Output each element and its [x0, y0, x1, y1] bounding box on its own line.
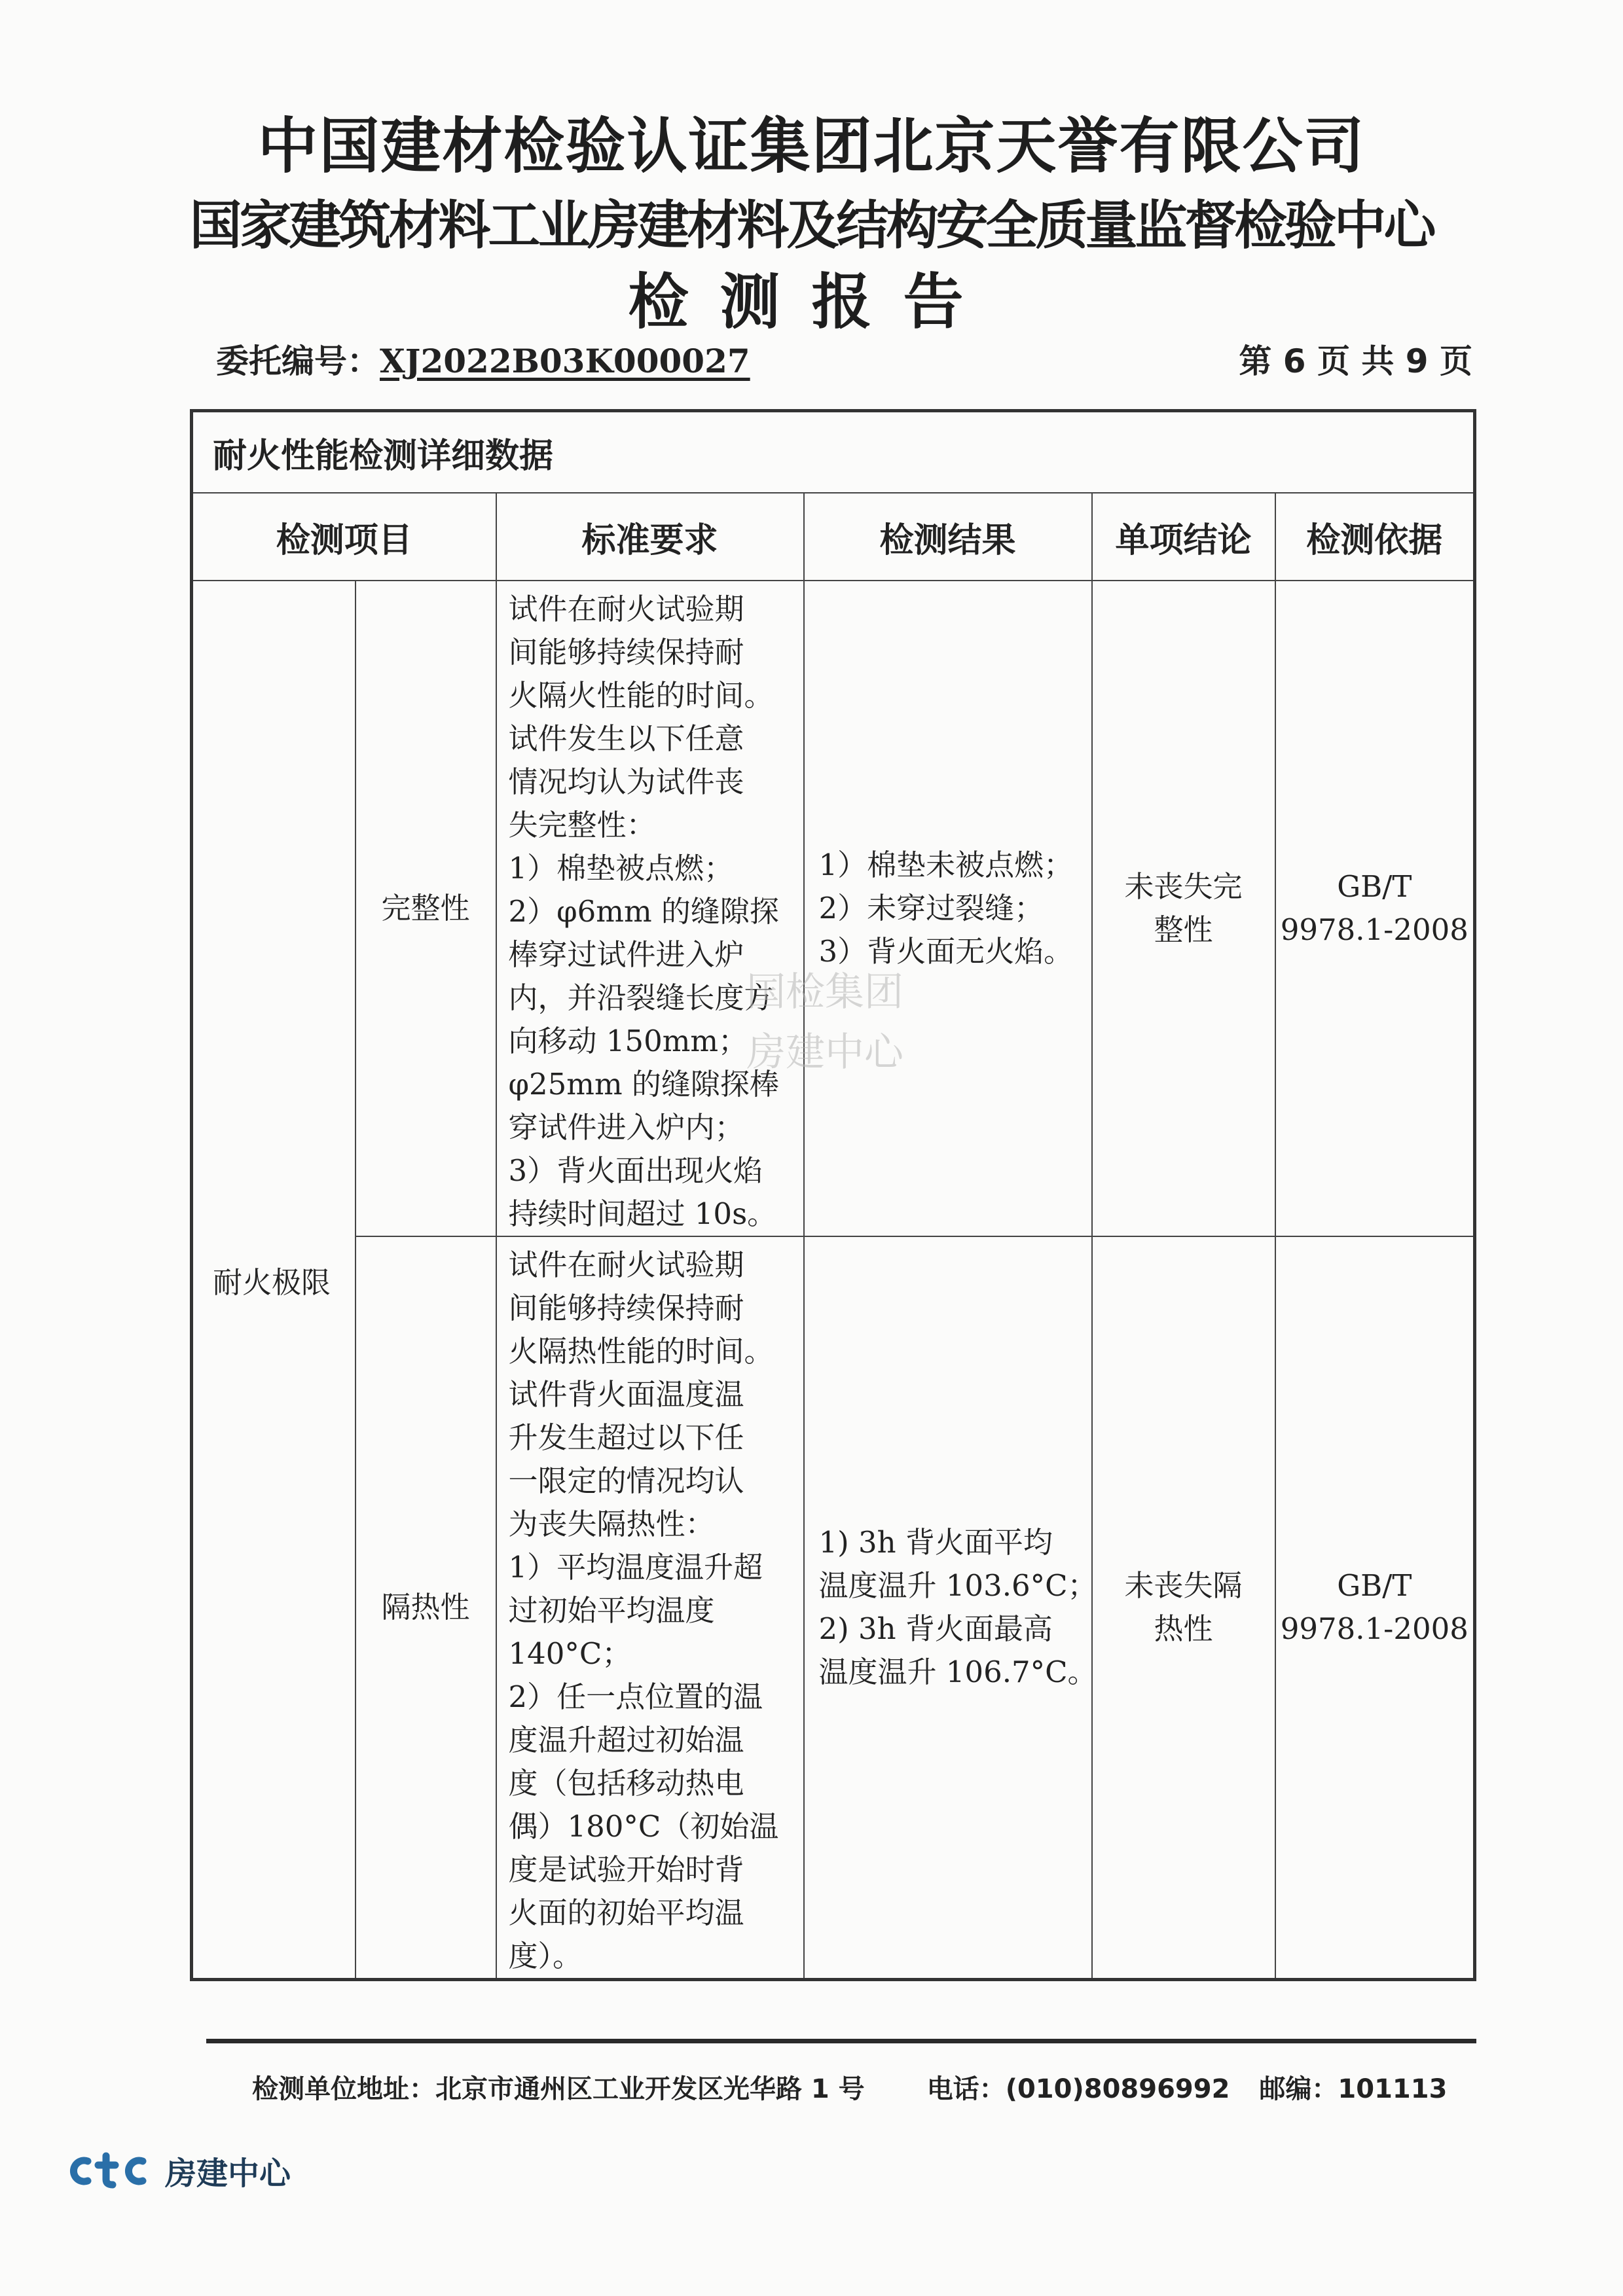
- org-name-line2: 国家建筑材料工业房建材料及结构安全质量监督检验中心: [189, 195, 1434, 256]
- phone-value: (010)80896992: [1005, 2074, 1230, 2104]
- requirement-line: 试件发生以下任意: [508, 721, 744, 756]
- requirement-line: 度是试验开始时背: [508, 1852, 744, 1887]
- requirement-cell: [496, 1236, 804, 1980]
- requirement-line: 试件在耐火试验期: [508, 592, 744, 626]
- conclusion-line: 热性: [1154, 1611, 1213, 1646]
- item-cell: 隔热性: [356, 1236, 496, 1980]
- commission-value: XJ2022B03K000027: [380, 342, 750, 380]
- result-line: 温度温升 106.7°C。: [818, 1655, 1097, 1689]
- table-row: [192, 581, 1475, 1236]
- postcode-label: 邮编：: [1259, 2074, 1338, 2104]
- requirement-line: 火隔火性能的时间。: [508, 678, 774, 713]
- col-header-result: 检测结果: [804, 493, 1092, 581]
- requirement-line: 情况均认为试件丧: [508, 764, 744, 799]
- result-cell: [804, 581, 1092, 1236]
- basis-cell: [1275, 1236, 1475, 1980]
- requirement-line: 1）棉垫被点燃；: [508, 851, 734, 886]
- table-row: [192, 1236, 1475, 1980]
- basis-line: 9978.1-2008: [1280, 1611, 1468, 1646]
- conclusion-cell: [1092, 1236, 1275, 1980]
- requirement-line: 向移动 150mm；: [508, 1024, 748, 1058]
- section-title: 耐火性能检测详细数据: [192, 411, 1475, 493]
- footer-contact: [252, 2068, 1447, 2106]
- postcode-value: 101113: [1338, 2074, 1448, 2104]
- ctc-logo-icon: [65, 2151, 151, 2191]
- result-line: 3）背火面无火焰。: [818, 934, 1074, 969]
- category-cell: 耐火极限: [192, 581, 356, 1980]
- requirement-line: φ25mm 的缝隙探棒: [508, 1067, 779, 1102]
- ctc-logo: [65, 2148, 291, 2193]
- result-line: 2）未穿过裂缝；: [818, 891, 1044, 925]
- requirement-line: 1）平均温度温升超: [508, 1550, 763, 1585]
- col-header-basis: 检测依据: [1275, 493, 1475, 581]
- requirement-line: 3）背火面出现火焰: [508, 1153, 763, 1188]
- requirement-line: 火面的初始平均温: [508, 1895, 744, 1930]
- requirement-line: 过初始平均温度: [508, 1593, 715, 1628]
- requirement-line: 间能够持续保持耐: [508, 635, 744, 670]
- requirement-line: 一限定的情况均认: [508, 1463, 744, 1498]
- requirement-line: 持续时间超过 10s。: [508, 1196, 777, 1231]
- requirement-line: 2）任一点位置的温: [508, 1679, 763, 1714]
- conclusion-line: 整性: [1154, 912, 1213, 947]
- commission-number: [216, 335, 750, 382]
- requirement-line: 间能够持续保持耐: [508, 1291, 744, 1325]
- col-header-conclusion: 单项结论: [1092, 493, 1275, 581]
- col-header-item: 检测项目: [192, 493, 496, 581]
- requirement-line: 内，并沿裂缝长度方: [508, 980, 774, 1015]
- watermark-line: 房建中心: [746, 1030, 903, 1075]
- result-line: 温度温升 103.6°C；: [818, 1568, 1097, 1603]
- test-data-table: [190, 409, 1476, 1981]
- report-title: 检测报告: [628, 267, 995, 337]
- requirement-line: 为丧失隔热性：: [508, 1507, 715, 1541]
- requirement-line: 试件背火面温度温: [508, 1377, 744, 1412]
- watermark-line: 国检集团: [746, 969, 903, 1015]
- requirement-line: 火隔热性能的时间。: [508, 1334, 774, 1369]
- col-header-requirement: 标准要求: [496, 493, 804, 581]
- basis-line: 9978.1-2008: [1280, 912, 1468, 947]
- requirement-line: 棒穿过试件进入炉: [508, 937, 744, 972]
- requirement-line: 度（包括移动热电: [508, 1766, 744, 1801]
- conclusion-line: 未丧失完: [1124, 869, 1243, 904]
- result-line: 1）棉垫未被点燃；: [818, 848, 1074, 882]
- result-line: 1) 3h 背火面平均: [818, 1525, 1053, 1560]
- requirement-line: 失完整性：: [508, 808, 656, 842]
- watermark: [687, 962, 962, 1083]
- basis-line: GB/T: [1337, 1568, 1412, 1603]
- conclusion-line: 未丧失隔: [1124, 1568, 1243, 1603]
- footer-divider: [206, 2039, 1476, 2043]
- basis-cell: [1275, 581, 1475, 1236]
- requirement-cell: [496, 581, 804, 1236]
- requirement-line: 140°C；: [508, 1636, 632, 1671]
- commission-label: 委托编号：: [216, 342, 380, 380]
- item-cell: 完整性: [356, 581, 496, 1236]
- conclusion-cell: [1092, 581, 1275, 1236]
- requirement-line: 穿试件进入炉内；: [508, 1110, 744, 1145]
- address-value: 北京市通州区工业开发区光华路 1 号: [435, 2074, 865, 2104]
- page-info: 第 6 页 共 9 页: [1239, 342, 1472, 380]
- org-name-line1: 中国建材检验认证集团北京天誉有限公司: [257, 111, 1366, 181]
- requirement-line: 度）。: [508, 1939, 583, 1973]
- requirement-line: 试件在耐火试验期: [508, 1247, 744, 1282]
- logo-text: 房建中心: [165, 2155, 291, 2192]
- requirement-line: 升发生超过以下任: [508, 1420, 744, 1455]
- basis-line: GB/T: [1337, 869, 1412, 904]
- result-cell: [804, 1236, 1097, 1980]
- address-label: 检测单位地址：: [252, 2074, 435, 2104]
- requirement-line: 2）φ6mm 的缝隙探: [508, 894, 779, 929]
- result-line: 2) 3h 背火面最高: [818, 1611, 1053, 1646]
- phone-label: 电话：: [926, 2074, 1006, 2104]
- requirement-line: 度温升超过初始温: [508, 1723, 744, 1757]
- requirement-line: 偶）180°C（初始温: [508, 1809, 779, 1844]
